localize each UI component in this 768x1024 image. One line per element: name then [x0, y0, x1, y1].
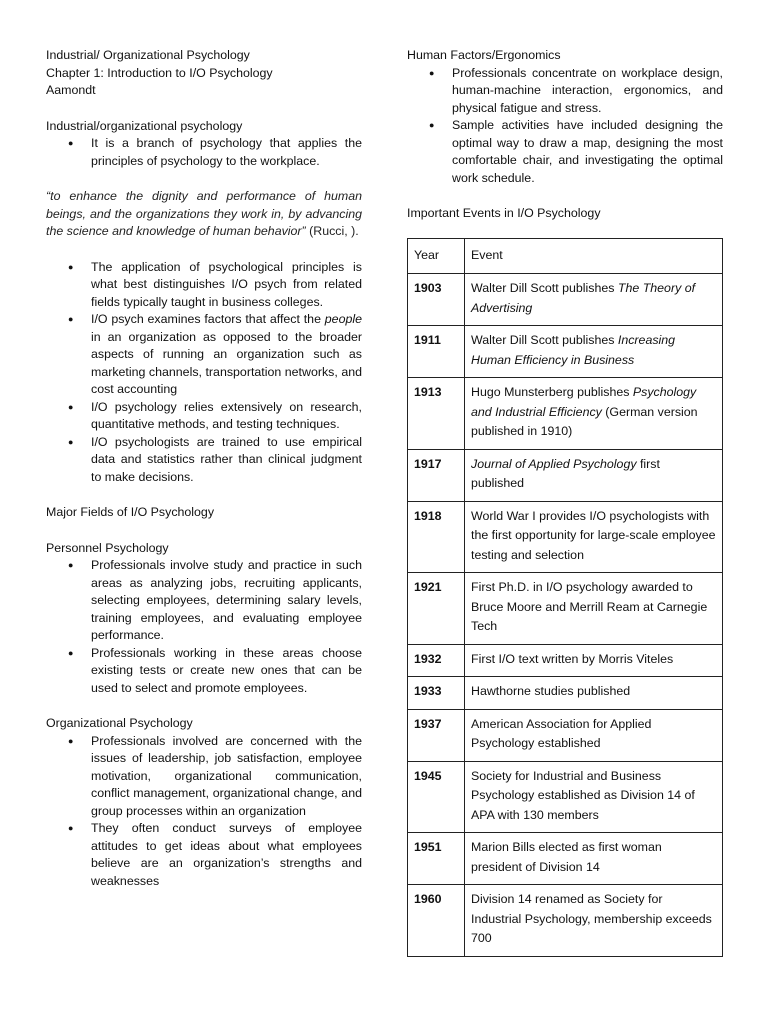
- event-description: [465, 644, 723, 677]
- table-row: [408, 573, 723, 645]
- event-year: 1918: [408, 501, 465, 573]
- table-row: [408, 644, 723, 677]
- table-header-row: [408, 238, 723, 274]
- text-run: I/O psych examines factors that affect the: [91, 312, 325, 326]
- text-run: Walter Dill Scott publishes: [471, 281, 618, 295]
- personnel-title: Personnel Psychology: [46, 540, 169, 555]
- event-year: 1913: [408, 378, 465, 450]
- text-run: American Association for Applied Psychology established: [471, 716, 652, 750]
- event-year: 1937: [408, 709, 465, 761]
- list-item: ● Professionals involve study and practice in such areas as analyzing jobs, recruiting applicants, selecting employees, determining salary levels, training employees, and evaluating employee performance.: [46, 557, 362, 645]
- table-row: [408, 449, 723, 501]
- list-item: ● Sample activities have included designing the optimal way to draw a map, designing the most comfortable chair, and investigating the optimal work schedule.: [407, 117, 723, 187]
- table-row: [408, 501, 723, 573]
- table-row: [408, 378, 723, 450]
- major-fields-title: Major Fields of I/O Psychology: [46, 505, 215, 519]
- events-table: [407, 238, 723, 957]
- list-item: [46, 311, 362, 399]
- text-run: Division 14 renamed as Society for Industrial Psychology, membership exceeds 700: [471, 892, 712, 945]
- quote-text: “to enhance the dignity and performance of human beings, and the organizations they work in, by advancing the science and knowledge of human behavior”: [46, 189, 362, 238]
- event-description: [465, 677, 723, 710]
- text-run: Marion Bills elected as first woman president of Division 14: [471, 840, 662, 874]
- list-item: ● The application of psychological principles is what best distinguishes I/O psych from related fields typically taught in business colleges.: [46, 259, 362, 312]
- event-year: 1921: [408, 573, 465, 645]
- list-item: ● Professionals working in these areas choose existing tests or create new ones that can be used to select and promote employees.: [46, 645, 362, 698]
- event-description: [465, 761, 723, 833]
- quote-citation: (Rucci, ).: [305, 224, 359, 238]
- personnel-list: [46, 557, 362, 697]
- table-row: [408, 885, 723, 957]
- emphasis: The Theory of Advertising: [471, 281, 696, 315]
- human-factors-title: Human Factors/Ergonomics: [407, 48, 561, 62]
- event-description: [465, 833, 723, 885]
- text-run: First I/O text written by Morris Viteles: [471, 651, 674, 666]
- text-run: in an organization as opposed to the broader aspects of running an organization such as marketing channels, transportation networks, and cost accounting: [91, 329, 362, 396]
- event-year: 1945: [408, 761, 465, 833]
- list-item: ● Professionals involved are concerned with the issues of leadership, job satisfaction, employee motivation, organizational communication, conflict management, organizational change, and group processes within an organization: [46, 733, 362, 821]
- table-row: [408, 274, 723, 326]
- list-item: ● It is a branch of psychology that applies the principles of psychology to the workplace.: [46, 135, 362, 170]
- list-item: ● I/O psychologists are trained to use empirical data and statistics rather than clinical judgment to make decisions.: [46, 434, 362, 487]
- event-description: [465, 709, 723, 761]
- human-factors-list: [407, 65, 723, 188]
- event-description: [465, 573, 723, 645]
- table-row: [408, 761, 723, 833]
- organizational-title: Organizational Psychology: [46, 716, 193, 730]
- course-title: Industrial/ Organizational Psychology: [46, 48, 250, 62]
- intro-title: Industrial/organizational psychology: [46, 118, 243, 133]
- chapter-title: Chapter 1: Introduction to I/O Psychology: [46, 65, 273, 80]
- event-year: 1903: [408, 274, 465, 326]
- list-item: ● Professionals concentrate on workplace design, human-machine interaction, ergonomics, and physical fatigue and stress.: [407, 65, 723, 118]
- intro-list: [46, 135, 362, 170]
- event-column-header: Event: [465, 238, 723, 274]
- author: Aamondt: [46, 83, 96, 97]
- organizational-list: [46, 733, 362, 891]
- list-item: ● They often conduct surveys of employee attitudes to get ideas about what employees believe are an organization’s strengths and weaknesses: [46, 820, 362, 890]
- event-year: 1917: [408, 449, 465, 501]
- event-year: 1933: [408, 677, 465, 710]
- event-year: 1960: [408, 885, 465, 957]
- table-row: [408, 326, 723, 378]
- table-row: [408, 833, 723, 885]
- text-run: (German version published in 1910): [471, 404, 698, 438]
- emphasis: Journal of Applied Psychology: [471, 456, 637, 471]
- key-points-list: [46, 259, 362, 487]
- year-column-header: Year: [408, 238, 465, 274]
- definition-quote: [46, 188, 362, 241]
- event-description: [465, 326, 723, 378]
- event-description: [465, 274, 723, 326]
- emphasis: people: [324, 312, 362, 326]
- list-item: ● I/O psychology relies extensively on research, quantitative methods, and testing techniques.: [46, 399, 362, 434]
- text-run: Hawthorne studies published: [471, 684, 631, 698]
- right-column: [407, 47, 723, 957]
- text-run: Society for Industrial and Business Psychology established as Division 14 of APA with 130 members: [471, 768, 695, 822]
- events-table-body: [408, 274, 723, 957]
- event-year: 1932: [408, 644, 465, 677]
- left-column: [46, 47, 362, 890]
- text-run: First Ph.D. in I/O psychology awarded to Bruce Moore and Merrill Ream at Carnegie Tech: [471, 580, 708, 633]
- event-description: [465, 378, 723, 450]
- event-description: [465, 449, 723, 501]
- text-run: Hugo Munsterberg publishes: [471, 385, 633, 399]
- text-run: World War I provides I/O psychologists with the first opportunity for large-scale employee testing and selection: [471, 508, 716, 562]
- events-title: Important Events in I/O Psychology: [407, 206, 601, 220]
- emphasis: Psychology and Industrial Efficiency: [471, 385, 697, 419]
- table-row: [408, 709, 723, 761]
- event-year: 1951: [408, 833, 465, 885]
- text-run: first published: [471, 456, 660, 490]
- event-year: 1911: [408, 326, 465, 378]
- event-description: [465, 501, 723, 573]
- emphasis: Increasing Human Efficiency in Business: [471, 333, 676, 367]
- text-run: Walter Dill Scott publishes: [471, 333, 618, 347]
- table-row: [408, 677, 723, 710]
- event-description: [465, 885, 723, 957]
